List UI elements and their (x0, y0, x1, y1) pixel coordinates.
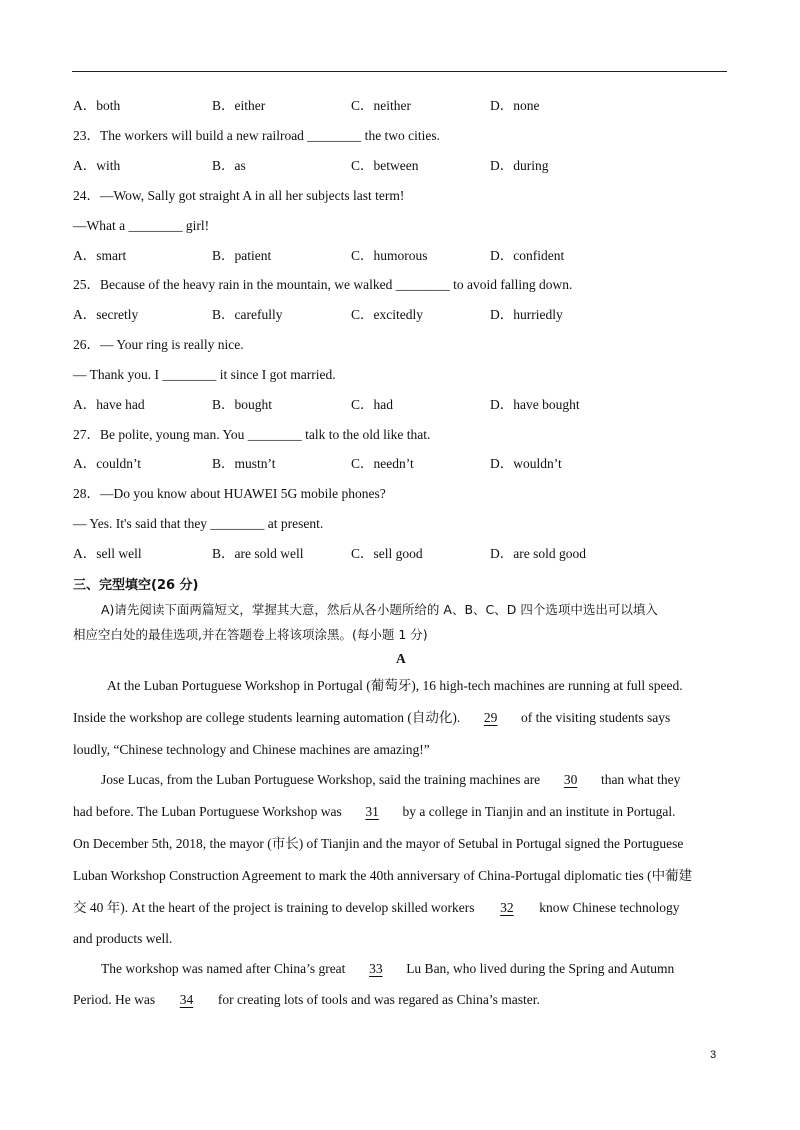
passage-p3-line2 (73, 991, 540, 1009)
q24-option-c[interactable]: C．humorous (351, 248, 428, 263)
passage-text: Lu Ban, who lived during the Spring and Autumn (406, 961, 675, 976)
instruction-line-2: 相应空白处的最佳选项,并在答题卷上将该项涂黑。(每小题 1 分) (73, 627, 428, 642)
q27-option-a[interactable]: A．couldn’t (73, 456, 141, 471)
q27-option-b[interactable]: B．mustn’t (212, 456, 276, 471)
blank-32[interactable]: 32 (500, 900, 514, 915)
q28-option-b[interactable]: B．are sold well (212, 546, 304, 561)
q25-option-d[interactable]: D．hurriedly (490, 307, 563, 322)
passage-p1-line1: At the Luban Portuguese Workshop in Portugal (葡萄牙), 16 high-tech machines are running at full speed. (107, 678, 683, 693)
passage-text: The workshop was named after China’s great (101, 961, 346, 976)
section-heading: 三、完型填空(26 分) (73, 578, 199, 593)
instruction-line-1: A)请先阅读下面两篇短文，掌握其大意，然后从各小题所给的 A、B、C、D 四个选项中选出可以填入 (101, 602, 658, 617)
passage-text: than what they (600, 772, 681, 787)
q22-option-c[interactable]: C．neither (351, 98, 411, 113)
passage-p1-line2 (73, 709, 670, 727)
q24-stem: 24．—Wow, Sally got straight A in all her subjects last term! (73, 188, 405, 203)
passage-p2-line6: and products well. (73, 931, 173, 946)
q28-reply: — Yes. It's said that they ________ at present. (73, 516, 324, 531)
passage-text: Inside the workshop are college students learning automation (自动化). (73, 710, 461, 725)
q23-stem: 23．The workers will build a new railroad ________ the two cities. (73, 128, 441, 143)
q27-stem: 27．Be polite, young man. You ________ talk to the old like that. (73, 427, 431, 442)
passage-text: for creating lots of tools and was regared as China’s master. (217, 992, 540, 1007)
q26-option-a[interactable]: A．have had (73, 397, 145, 412)
passage-text: had before. The Luban Portuguese Workshop was (73, 804, 342, 819)
q28-option-d[interactable]: D．are sold good (490, 546, 586, 561)
passage-p3-line1 (101, 960, 674, 978)
passage-p2-line4: Luban Workshop Construction Agreement to mark the 40th anniversary of China-Portugal diplomatic ties (中葡建 (73, 868, 693, 883)
q26-option-d[interactable]: D．have bought (490, 397, 580, 412)
passage-p2-line5 (73, 899, 680, 917)
q23-option-d[interactable]: D．during (490, 158, 549, 173)
q24-reply: —What a ________ girl! (73, 218, 210, 233)
q26-option-c[interactable]: C．had (351, 397, 393, 412)
q27-option-d[interactable]: D．wouldn’t (490, 456, 562, 471)
passage-p2-line2 (73, 803, 675, 821)
passage-text: know Chinese technology (539, 900, 680, 915)
q23-option-a[interactable]: A．with (73, 158, 121, 173)
blank-29[interactable]: 29 (483, 710, 498, 725)
q22-option-b[interactable]: B．either (212, 98, 266, 113)
q22-option-d[interactable]: D．none (490, 98, 540, 113)
passage-p2-line3: On December 5th, 2018, the mayor (市长) of Tianjin and the mayor of Setubal in Portugal signed the Portuguese (73, 836, 684, 851)
q28-option-c[interactable]: C．sell good (351, 546, 423, 561)
q25-option-b[interactable]: B．carefully (212, 307, 283, 322)
q25-stem: 25．Because of the heavy rain in the mountain, we walked ________ to avoid falling down. (73, 277, 573, 292)
passage-title: A (396, 651, 406, 666)
blank-33[interactable]: 33 (369, 961, 383, 976)
q26-reply: — Thank you. I ________ it since I got married. (73, 367, 336, 382)
q25-option-c[interactable]: C．excitedly (351, 307, 423, 322)
passage-text: by a college in Tianjin and an institute in Portugal. (402, 804, 676, 819)
q28-option-a[interactable]: A．sell well (73, 546, 142, 561)
passage-text: of the visiting students says (521, 710, 671, 725)
blank-30[interactable]: 30 (563, 772, 578, 787)
q26-option-b[interactable]: B．bought (212, 397, 273, 412)
passage-text: 交 40 年). At the heart of the project is training to develop skilled workers (73, 900, 475, 915)
q22-option-a[interactable]: A．both (73, 98, 121, 113)
q23-option-b[interactable]: B．as (212, 158, 246, 173)
blank-31[interactable]: 31 (365, 804, 379, 819)
passage-text: Jose Lucas, from the Luban Portuguese Workshop, said the training machines are (101, 772, 541, 787)
header-rule (72, 71, 727, 72)
q24-option-d[interactable]: D．confident (490, 248, 565, 263)
q26-stem: 26．— Your ring is really nice. (73, 337, 244, 352)
passage-p2-line1 (101, 771, 680, 789)
blank-34[interactable]: 34 (179, 992, 194, 1007)
q24-option-b[interactable]: B．patient (212, 248, 272, 263)
q23-option-c[interactable]: C．between (351, 158, 419, 173)
page-number: 3 (710, 1049, 717, 1061)
passage-text: Period. He was (73, 992, 156, 1007)
q24-option-a[interactable]: A．smart (73, 248, 127, 263)
q25-option-a[interactable]: A．secretly (73, 307, 139, 322)
passage-p1-line3: loudly, “Chinese technology and Chinese machines are amazing!” (73, 742, 430, 757)
q28-stem: 28．—Do you know about HUAWEI 5G mobile phones? (73, 486, 386, 501)
q27-option-c[interactable]: C．needn’t (351, 456, 414, 471)
